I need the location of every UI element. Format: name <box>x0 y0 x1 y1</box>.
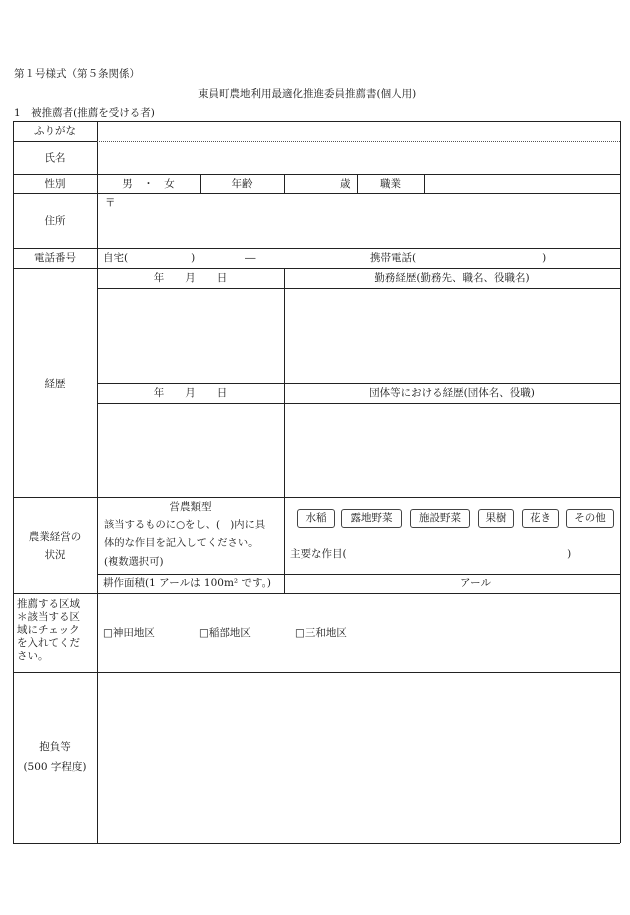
gender-options[interactable]: 男 ・ 女 <box>122 178 175 190</box>
ambition-note: (500 字程度) <box>23 761 87 773</box>
ambition-label: 抱負等 <box>39 741 71 753</box>
name-field[interactable] <box>98 142 619 173</box>
crop-option-fruit[interactable]: 果樹 <box>478 509 514 528</box>
district-option-sanwa[interactable]: □三和地区 <box>295 627 347 639</box>
cultivated-area-unit: アール <box>460 577 491 589</box>
address-label: 住所 <box>44 215 66 227</box>
page-title: 東員町農地利用最適化推進委員推薦書(個人用) <box>198 88 417 100</box>
crop-option-field-vegetables[interactable]: 露地野菜 <box>341 509 402 528</box>
ambition-field[interactable] <box>98 673 619 842</box>
address-field[interactable] <box>120 195 619 247</box>
crop-option-rice[interactable]: 水稲 <box>297 509 335 528</box>
home-phone-field[interactable]: 自宅( ) <box>103 252 196 264</box>
career-date-header: 年 月 日 <box>153 272 228 284</box>
crop-option-greenhouse-vegetables[interactable]: 施設野菜 <box>410 509 470 528</box>
farming-label-line1: 農業経営の <box>28 531 82 543</box>
farming-label-line2: 状況 <box>44 549 66 561</box>
furigana-field[interactable] <box>98 122 619 140</box>
career-label: 経歴 <box>44 378 66 390</box>
phone-label: 電話番号 <box>34 252 76 264</box>
furigana-label: ふりがな <box>34 125 76 137</box>
occupation-label: 職業 <box>380 178 401 190</box>
form-number: 第１号様式（第５条関係） <box>14 68 140 80</box>
farming-instruction-2: 体的な作目を記入してください。 <box>104 537 259 549</box>
group-date-header: 年 月 日 <box>153 387 228 399</box>
group-history-field[interactable] <box>285 404 619 496</box>
farming-type-title: 営農類型 <box>169 501 212 513</box>
district-option-inabe[interactable]: □稲部地区 <box>199 627 251 639</box>
age-unit: 歳 <box>340 178 351 190</box>
mobile-phone-field[interactable]: 携帯電話( ) <box>370 252 547 264</box>
age-label: 年齢 <box>231 178 253 190</box>
work-history-header: 勤務経歴(勤務先、職名、役職名) <box>374 272 530 284</box>
main-crop-field[interactable]: 主要な作目( ) <box>290 548 572 560</box>
farming-instruction-1: 該当するものに○をし、( )内に具 <box>104 519 266 531</box>
postal-mark: 〒 <box>105 197 116 209</box>
section-heading: 1 被推薦者(推薦を受ける者) <box>14 107 155 119</box>
age-field[interactable] <box>286 175 336 192</box>
name-label: 氏名 <box>44 152 66 164</box>
district-label: 推薦する区域 ＊該当する区 域にチェック を入れてくだ さい。 <box>17 598 80 662</box>
phone-dash: ― <box>245 252 256 264</box>
cultivated-area-label: 耕作面積(1 アールは 100m² です。) <box>103 577 271 589</box>
group-history-header: 団体等における経歴(団体名、役職) <box>369 387 535 399</box>
cultivated-area-field[interactable] <box>286 575 451 592</box>
crop-option-flowers[interactable]: 花き <box>522 509 559 528</box>
group-date-field[interactable] <box>98 404 283 496</box>
district-option-kanda[interactable]: □神田地区 <box>103 627 155 639</box>
work-history-field[interactable] <box>285 289 619 382</box>
crop-option-other[interactable]: その他 <box>566 509 614 528</box>
gender-label: 性別 <box>44 178 66 190</box>
work-date-field[interactable] <box>98 289 283 382</box>
farming-instruction-3: (複数選択可) <box>104 556 164 568</box>
occupation-field[interactable] <box>426 175 619 192</box>
